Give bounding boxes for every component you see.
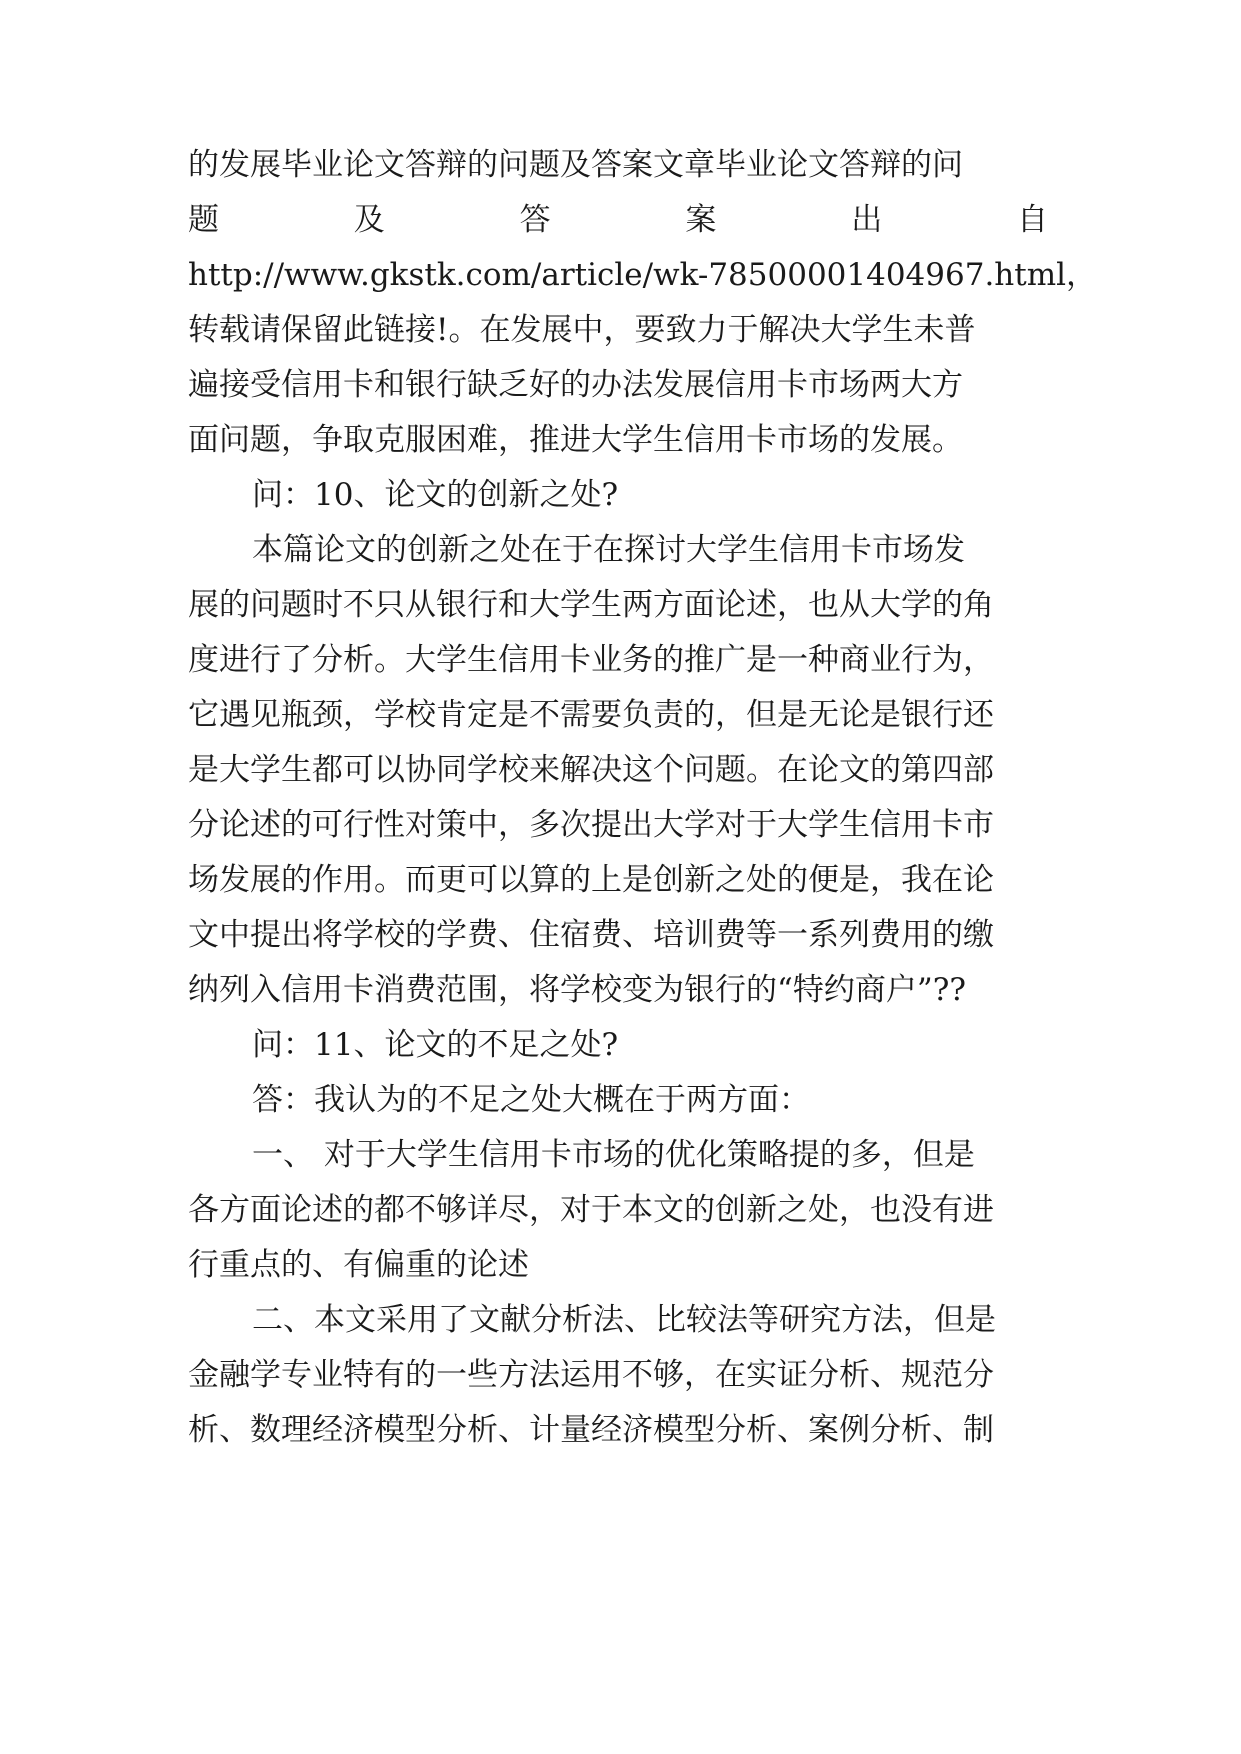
spread-word: 及 bbox=[353, 202, 385, 238]
spread-word: 出 bbox=[851, 202, 883, 238]
text-line: 度进行了分析。大学生信用卡业务的推广是一种商业行为， bbox=[188, 642, 994, 678]
text-line: 转载请保留此链接!。在发展中，要致力于解决大学生未普 bbox=[188, 312, 976, 348]
answer-line: 答：我认为的不足之处大概在于两方面： bbox=[252, 1082, 810, 1118]
spread-word: 题 bbox=[188, 202, 219, 238]
text-line: 本篇论文的创新之处在于在探讨大学生信用卡市场发 bbox=[252, 532, 965, 568]
text-line: 场发展的作用。而更可以算的上是创新之处的便是，我在论 bbox=[188, 862, 994, 898]
question-heading: 问：10、论文的创新之处? bbox=[252, 477, 619, 513]
spread-word: 答 bbox=[519, 202, 551, 238]
text-line: 金融学专业特有的一些方法运用不够，在实证分析、规范分 bbox=[188, 1357, 994, 1393]
text-line: 纳列入信用卡消费范围，将学校变为银行的“特约商户”?? bbox=[188, 972, 966, 1008]
text-line: 文中提出将学校的学费、住宿费、培训费等一系列费用的缴 bbox=[188, 917, 994, 953]
text-line-spread bbox=[188, 193, 1048, 248]
text-line: 二、本文采用了文献分析法、比较法等研究方法，但是 bbox=[252, 1302, 996, 1338]
question-heading: 问：11、论文的不足之处? bbox=[252, 1027, 619, 1063]
text-line: 一、 对于大学生信用卡市场的优化策略提的多，但是 bbox=[252, 1137, 975, 1173]
text-line: 是大学生都可以协同学校来解决这个问题。在论文的第四部 bbox=[188, 752, 994, 788]
spread-word: 自 bbox=[1016, 202, 1048, 238]
text-line: 它遇见瓶颈，学校肯定是不需要负责的，但是无论是银行还 bbox=[188, 697, 994, 733]
text-line: 行重点的、有偏重的论述 bbox=[188, 1247, 529, 1283]
text-line: 的发展毕业论文答辩的问题及答案文章毕业论文答辩的问 bbox=[188, 147, 963, 183]
text-line: 析、数理经济模型分析、计量经济模型分析、案例分析、制 bbox=[188, 1412, 994, 1448]
text-line: 分论述的可行性对策中，多次提出大学对于大学生信用卡市 bbox=[188, 807, 994, 843]
text-line: 面问题，争取克服困难，推进大学生信用卡市场的发展。 bbox=[188, 422, 963, 458]
text-line-url: http://www.gkstk.com/article/wk-78500001404967.html， bbox=[188, 257, 1098, 293]
text-line: 展的问题时不只从银行和大学生两方面论述，也从大学的角 bbox=[188, 587, 994, 623]
text-line: 各方面论述的都不够详尽，对于本文的创新之处，也没有进 bbox=[188, 1192, 994, 1228]
text-line: 遍接受信用卡和银行缺乏好的办法发展信用卡市场两大方 bbox=[188, 367, 963, 403]
spread-word: 案 bbox=[685, 202, 717, 238]
